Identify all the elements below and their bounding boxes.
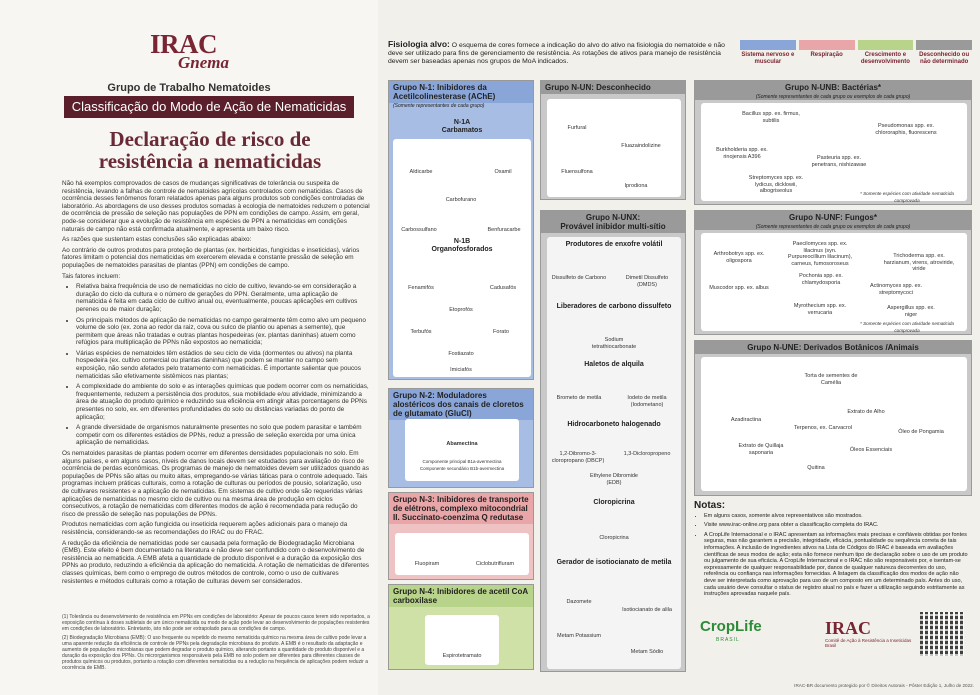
- compound-label: Óleos Essenciais: [849, 447, 893, 453]
- organism-label: Bacillus spp. ex. firmus, subtilis: [742, 111, 800, 124]
- legend-item-nervous: [740, 40, 796, 66]
- group-n4-panel: [388, 584, 534, 670]
- panel-heading: Grupo N-3: Inibidores de transporte de elétrons, complexo mitocondrial II. Succinato-coenzima Q redutase: [389, 493, 533, 524]
- compound-label: Fostiazato: [448, 351, 474, 357]
- irac-subtitle: Comitê de Ação à Resistência a Inseticidas Brasil: [825, 638, 912, 648]
- organism-label: Paecilomyces spp. ex. lilacinus (syn. Purpureocillium lilacinum), carneus, fumosoroseus: [787, 241, 853, 267]
- nunx-content: [547, 237, 681, 669]
- panel-note: (Somente representantes de cada grupo ou exemplos de cada grupo): [695, 94, 971, 100]
- compound-label: Fenamifós: [408, 285, 434, 291]
- paragraph: As razões que sustentam estas conclusões são explicadas abaixo:: [62, 236, 252, 244]
- compound-label: Iprodiona: [624, 183, 648, 189]
- panel-heading: Grupo N-2: Moduladores alostéricos dos canais de cloretos de glutamato (GluCl): [389, 389, 533, 420]
- subgroup-title: Produtores de enxofre volátil: [565, 241, 663, 248]
- panel-note: (Somente representantes de cada grupo ou exemplos de cada grupo): [695, 224, 971, 230]
- legend-swatch: [916, 40, 972, 50]
- croplife-sub: BRASIL: [716, 637, 740, 643]
- qr-code-icon[interactable]: [920, 612, 964, 656]
- legend-label: Crescimento e desenvolvimento: [860, 52, 910, 65]
- subgroup-title: Haletos de alquila: [584, 361, 644, 368]
- compound-label: Ciclobutrifluram: [475, 561, 515, 567]
- n1b-heading: [389, 238, 535, 256]
- compound-label: Extrato de Alho: [847, 409, 885, 415]
- organism-label: Trichoderma spp. ex. harzianum, virens, atroviride, viride: [883, 253, 955, 272]
- organism-label: Pochonia spp. ex. chlamydosporia: [799, 273, 843, 286]
- logo-main: IRAC: [150, 29, 218, 59]
- heading-line: Grupo N-UNX:: [585, 213, 641, 222]
- panel-footnote: * Somente espécies com atividade nematicida comprovada: [860, 321, 954, 333]
- group-n1-panel: [388, 80, 534, 380]
- panel-footnote: * Somente espécies com atividade nematicida comprovada: [860, 191, 954, 203]
- paragraph: Tais fatores incluem:: [62, 272, 121, 280]
- compound-label: Dazomete: [566, 599, 592, 605]
- heading-line: Provável inibidor multi-sítio: [560, 222, 666, 231]
- panel-heading: Grupo N-UNE: Derivados Botânicos /Animais: [695, 341, 971, 354]
- compound-label: Furfural: [567, 125, 587, 131]
- panel-heading: Grupo N-1: Inibidores da Acetilcolinesterase (AChE): [389, 81, 533, 103]
- n4-compound: [425, 615, 499, 665]
- paragraph: Ao contrário de outros produtos para proteção de plantas (ex. herbicidas, fungicidas e inseticidas), vários fatores limitam o potencial dos nematicidas em exercerem elevada e constante pressão de seleção em populações de nematoides parasitas de plantas (PPN) em condições de campo.: [62, 246, 360, 269]
- compound-label: Forato: [493, 329, 509, 335]
- compound-label: Ethylene Dibromide (EDB): [590, 473, 638, 486]
- compound-label: Imiciafós: [450, 367, 472, 373]
- compound-label: Aldicarbe: [409, 169, 433, 175]
- compound-label: Brometo de metila: [556, 395, 602, 401]
- legend: [740, 40, 972, 66]
- paragraph: Não há exemplos comprovados de casos de mudanças significativas de tolerância ou suspeita de resistência, levando a falhas de controle de nematoides agrícolas controlados com nematicidas. Casos de ocorrência desses fenômenos foram relatados apenas para alguns produtos sob condições controladas de laboratório. As abordagens de uso desses produtos somadas à ecologia de nematoides reduzem o potencial de ocorrência de pressão de seleção nas populações de PPN em condições de campo. Assim, em geral, pode-se considerar que a evolução de resistência em espécies de PPN a nematicidas em condições naturais de campo não está confirmada atualmente, e apresenta um baixo risco.: [62, 180, 370, 233]
- n2-compound: [405, 419, 519, 481]
- compound-label: Quitina: [807, 465, 825, 471]
- compound-label: 1,3-Dicloropropeno: [623, 451, 671, 457]
- organism-label: Muscodor spp. ex. albus: [709, 285, 769, 291]
- nunb-grid: [701, 103, 967, 201]
- legend-swatch: [858, 40, 914, 50]
- irac-gnema-logo: [150, 29, 240, 72]
- croplife-logo: CropLife: [700, 618, 762, 635]
- panel-heading: Grupo N-UN: Desconhecido: [541, 81, 685, 94]
- panel-heading: [541, 211, 685, 233]
- organism-label: Myrothecium spp. ex. verrucaria: [793, 303, 847, 316]
- compound-label: Azadiractina: [730, 417, 762, 423]
- page-title: [60, 128, 360, 172]
- title-line-1: Declaração de risco de: [109, 127, 311, 151]
- note-item: • A CropLife Internacional e o IRAC apresentam as informações mais precisas e confiáveis obtidas por fontes seguras, mas não garantem a precisão, integridade, eficácia, pontualidade ou sequência correta de tais informações. A inclusão de ingredientes ativos na Lista de Códigos do IRAC é baseada em avaliações científicas de seus modos de ação; esta não fornece nenhum tipo de declaração sobre o uso de um produto ou julgamento de sua eficácia. A CropLife Internacional e o IRAC não são responsáveis por, e isentam-se expressamente de qualquer responsabilidade por, danos de qualquer natureza decorrentes do uso, referência ou confiança nas informações fornecidas. A listagem da classificação dos modos de ação não deve ser interpretada como aprovação para uso de um composto em um determinado país. Antes do uso, cada usuário deve consultar o status de registro atual no país e fazer a utilização seguindo estritamente as instruções aprovadas naquele país.: [704, 532, 972, 598]
- list-item: • A complexidade do ambiente do solo e as interações químicas que podem ocorrer com os nematicidas, frequentemente, reduzem a persistência dos produtos, sua mobilidade e/ou atividade, minimizando a área de atuação do produto químico e reduzindo sua eficiência em atingir altas porcentagens de PPNs presentes no solo, ex. em diferentes profundidades do solo ou distâncias variadas do ponto de aplicação;: [76, 383, 370, 421]
- compound-label: Extrato de Quillaja saponaria: [738, 443, 784, 456]
- nun-grid: [547, 99, 681, 197]
- nunf-grid: [701, 233, 967, 331]
- organism-label: Burkholderia spp. ex. rinojensis A396: [716, 147, 768, 160]
- footnotes: [62, 614, 370, 674]
- legend-swatch: [799, 40, 855, 50]
- nune-grid: [701, 357, 967, 491]
- compound-note: Componente secundário B1b-avermectina: [419, 466, 505, 471]
- n1a-heading: [389, 119, 535, 137]
- compound-label: Dissulfeto de Carbono: [551, 275, 607, 281]
- compound-label: Carbofurano: [445, 197, 477, 203]
- group-nune-panel: [694, 340, 972, 496]
- organism-label: Streptomyces spp. ex. lydicus, dicklowii, albogriseolus: [748, 175, 804, 194]
- notes-list: [704, 513, 972, 598]
- list-item: • Várias espécies de nematoides têm estádios de seu ciclo de vida (dormentes ou ativos) na planta hospedeira (ex. cultivo comercial ou plantas daninhas) que podem se manter no campo sem exposição, não sendo afetados pelo tratamento com nematicidas. É importante salientar que poucos nematicidas são efetivamente sistêmicos nas plantas;: [76, 350, 370, 380]
- panel-heading: Grupo N-UNF: Fungos*: [695, 211, 971, 224]
- subgroup-title: Cloropicrina: [593, 499, 635, 506]
- left-column: [0, 0, 378, 695]
- organism-label: Aspergillus spp. ex. niger: [887, 305, 935, 318]
- compound-label: Torta de sementes de Camélia: [804, 373, 858, 386]
- factor-list: [76, 283, 370, 447]
- legend-label: Respiração: [810, 52, 843, 58]
- organism-label: Pasteuria spp. ex. penetrans, nishizawae: [811, 155, 867, 168]
- footer-credit: IRAC-BR documento protegido por © Direitos Autorais - Pôster Edição 1, Julho de 2022.: [794, 683, 974, 688]
- compound-label: 1,2-Dibromo-3-cloropropano (DBCP): [551, 451, 605, 464]
- group-nunx-panel: [540, 210, 686, 672]
- physiology-text: O esquema de cores fornece a indicação do alvo do ativo na fisiologia do nematoide e não deve ser utilizado para fins de gerenciamento de resistência. As rotações de ativos para manejo de resistência devem ser baseadas apenas nos grupos de MoA indicados.: [388, 42, 725, 65]
- compound-label: Metam Potassium: [556, 633, 601, 639]
- legend-swatch: [740, 40, 796, 50]
- compound-label: Óleo de Pongamia: [898, 429, 944, 435]
- compound-label: Carbossulfano: [401, 227, 437, 233]
- compound-label: Fluensulfona: [561, 169, 593, 175]
- group-nunb-panel: [694, 80, 972, 205]
- irac-logo: IRAC: [825, 618, 872, 638]
- legend-item-growth: [858, 40, 914, 66]
- subgroup-title: N-1A: [453, 119, 471, 126]
- n1b-grid: [393, 257, 531, 377]
- group-n2-panel: [388, 388, 534, 488]
- group-name: Grupo de Trabalho Nematoides: [107, 82, 271, 94]
- footnote: (2) Biodegradação Microbiana (EMB): O uso frequente ou repetido do mesmo nematicida químico na mesma área de cultivo pode levar a uma aparente redução da eficiência de controle de PPNs pela degradação microbiana do produto. A EMB é o resultado da adaptação e aumento de populações microbianas que podem degradar o produto químico, alterando portanto a quantidade do produto disponível e a duração da exposição dos PPNs. Os microrganismos responsáveis pela EMB no solo podem ser diferentes para diferentes classes de produtos químicos ou produtos, portanto a rotação com diferentes nematicidas ou a redução na frequência de aplicações podem reduzir a ocorrência de EMB.: [62, 635, 369, 671]
- note-item: • Visite www.irac-online.org para obter a classificação completa do IRAC.: [704, 522, 972, 529]
- body-text: [62, 180, 370, 588]
- subgroup-subtitle: Organofosforados: [431, 246, 493, 253]
- compound-note: Componente principal B1a-avermectina: [422, 459, 502, 464]
- group-nun-panel: [540, 80, 686, 200]
- subgroup-title: Liberadores de carbono dissulfeto: [556, 303, 672, 310]
- paragraph: A redução da eficiência de nematicidas pode ser causada pela formação de Biodegradação Microbiana (EMB). Este efeito é bem documentado na literatura e não deve ser confundido com o desenvolvimento de resistência ao nematicida. A EMB afeta a quantidade de produto disponível e a duração da exposição dos PPNs ao produto, reduzindo a eficiência da aplicação do nematicida. A rotação de nematicidas de diferentes classes químicas, bem como o emprego de outros métodos de controle, como o uso de cultivares resistentes e métodos culturais como a rotação de culturas devem ser considerados.: [62, 539, 369, 585]
- compound-label: Dimetil Dissulfeto (DMDS): [625, 275, 669, 288]
- compound-label: Isotiocianato de alila: [622, 607, 672, 613]
- banner-title: Classificação do Modo de Ação de Nematicidas: [64, 96, 354, 118]
- compound-label: Terbufós: [410, 329, 432, 335]
- compound-label: Sodium tetrathiocarbonate: [591, 337, 637, 350]
- list-item: • Relativa baixa frequência de uso de nematicidas no ciclo de cultivo, levando-se em consideração a duração do ciclo da cultura e o número de gerações do PPN. Geralmente, uma aplicação de nematicida é feita em cada ciclo de cultivo anual ou, eventualmente, poucas aplicações em cultivos perenes ou de maior duração;: [76, 283, 370, 313]
- list-item: • Os principais métodos de aplicação de nematicidas no campo geralmente têm como alvo um pequeno volume de solo (ex. zona ao redor da raiz, cova ou sulco de plantio ou apenas a semente), que permitem que áreas não tratadas e outras plantas hospedeiras (ex. plantas daninhas) atuem como refúgios para multiplicação de PPNs não expostos ao nematicida;: [76, 317, 370, 347]
- compound-label: Benfuracarbe: [487, 227, 521, 233]
- compound-label: Espirotetramato: [442, 653, 482, 659]
- group-n3-panel: [388, 492, 534, 580]
- panel-heading: Grupo N-UNB: Bactérias*: [695, 81, 971, 94]
- notes: [694, 500, 972, 601]
- compound-label: Metam Sódio: [630, 649, 664, 655]
- subgroup-title: Hidrocarboneto halogenado: [567, 421, 661, 428]
- compound-label: Etoprofós: [449, 307, 473, 313]
- footnote: (1) Tolerância ou desenvolvimento de resistência em PPNs em condições de laboratório: Apesar de poucos casos terem sido reportados, a exposição contínua à doses subletais de um único nematicida ou modo de ação pode levar ao desenvolvimento de populações resistentes em condições de laboratório. Entretanto, isto não pode ser extrapolado para as condições de campo.: [62, 614, 370, 632]
- n3-compounds: [395, 533, 529, 575]
- subgroup-subtitle: Carbamatos: [441, 127, 483, 134]
- note-item: • Em alguns casos, somente alvos representativos são mostrados.: [704, 513, 972, 520]
- compound-label: Abamectina: [446, 441, 478, 447]
- compound-label: Terpenos, ex. Carvacrol: [793, 425, 853, 431]
- title-line-2: resistência a nematicidas: [98, 149, 322, 173]
- panel-heading: Grupo N-4: Inibidores de acetil CoA carboxilase: [389, 585, 533, 607]
- organism-label: Pseudomonas spp. ex. chlororaphis, fluorescens: [875, 123, 937, 136]
- subgroup-title: Gerador de isotiocianato de metila: [556, 559, 672, 566]
- subgroup-title: N-1B: [453, 238, 471, 245]
- legend-item-unknown: [916, 40, 972, 66]
- compound-label: Iodeto de metila (Iodometano): [627, 395, 667, 408]
- logo-sub: Gnema: [178, 53, 229, 72]
- paragraph: Os nematoides parasitas de plantas podem ocorrer em diferentes densidades populacionais no solo. Em alguns países, e em alguns casos, níveis de danos locais devem ser estudados para avaliação do risco de ocorrência de perdas econômicas. Os programas de manejo de nematoides devem ser utilizados quando as populações de PPNs são altas ou muito altas, empregando-se várias táticas para o controle adequado. Tais programas incluem práticas culturais, como a rotação de culturas ou períodos de pousio, solarização, uso de cultivares resistentes e a aplicação de nematicidas. Em sistemas de cultivo onde são requeridas várias aplicações de nematicidas no mesmo ciclo de cultivo ou na mesma área de produção em ciclos consecutivos, a rotação de nematicidas com diferentes modos de ação é recomendada para redução do risco de pressão de seleção nas populações de PPNs.: [62, 450, 369, 518]
- compound-label: Fluazaindolizine: [621, 143, 661, 149]
- list-item: • A grande diversidade de organismos naturalmente presentes no solo que podem parasitar e também competir com os diferentes estádios de PPNs, reduz a pressão de seleção exercida por uma única aplicação de nematicidas.: [76, 424, 370, 447]
- legend-label: Sistema nervoso e muscular: [741, 52, 795, 65]
- notes-title: Notas:: [694, 500, 726, 511]
- organism-label: Arthrobotrys spp. ex. oligospora: [713, 251, 765, 264]
- legend-item-respiration: [799, 40, 855, 66]
- organism-label: Actinomyces spp. ex. streptomycoci: [870, 283, 922, 296]
- legend-label: Desconhecido ou não determinado: [919, 52, 970, 65]
- physiology-note: [388, 40, 726, 66]
- physiology-label: Fisiologia alvo:: [388, 39, 450, 49]
- compound-label: Cloropicrina: [599, 535, 629, 541]
- panel-note: (Somente representantes de cada grupo): [393, 103, 485, 109]
- compound-label: Fluopiram: [414, 561, 440, 567]
- paragraph: Produtos nematicidas com ação fungicida ou inseticida requerem ações adicionais para o manejo da resistência, considerando-se as recomendações do IRAC ou do FRAC.: [62, 521, 348, 536]
- compound-label: Cadusafós: [489, 285, 517, 291]
- compound-label: Oxamil: [494, 169, 512, 175]
- group-nunf-panel: [694, 210, 972, 335]
